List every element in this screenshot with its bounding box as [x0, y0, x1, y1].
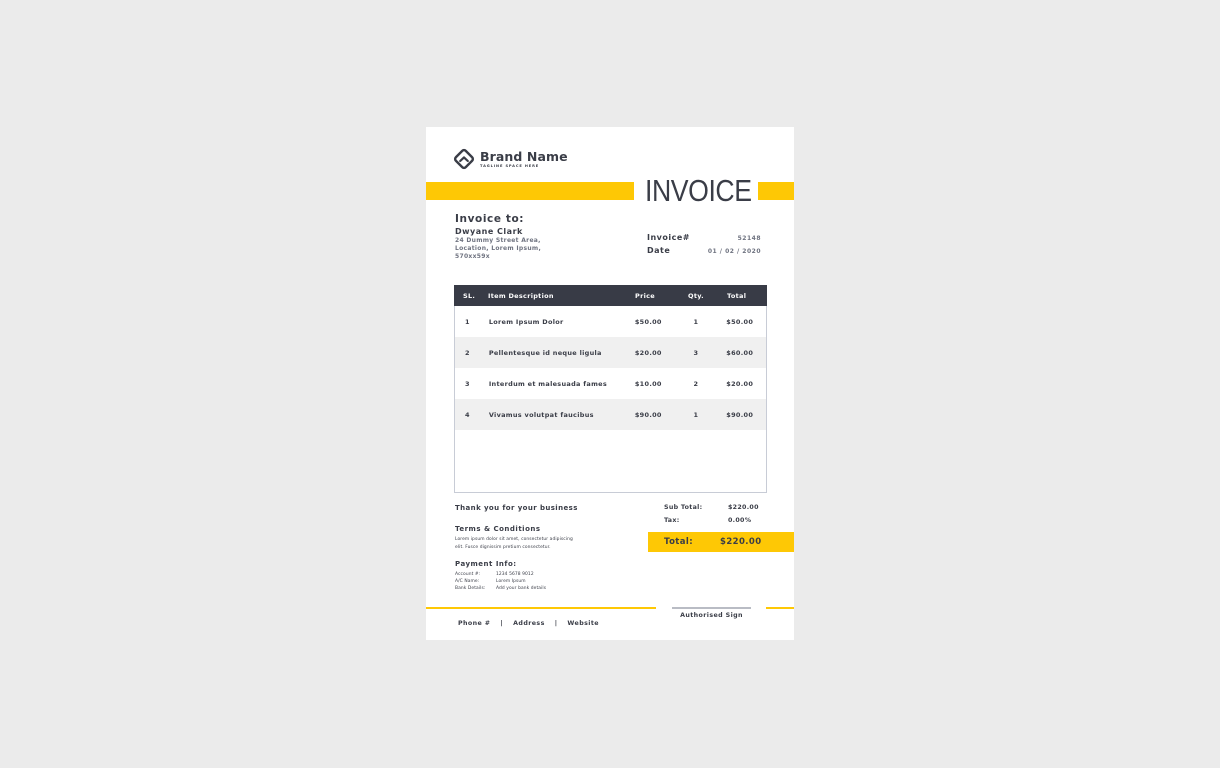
tax-label: Tax:: [664, 517, 680, 524]
payment-value: 1234 5678 9012: [496, 572, 534, 577]
col-header-price: Price: [635, 291, 655, 300]
payment-row: [455, 585, 546, 592]
cell-qty: 2: [693, 379, 699, 388]
brand: [453, 148, 568, 170]
diamond-chevron-icon: [453, 148, 475, 170]
cell-description: Vivamus volutpat faucibus: [488, 410, 594, 419]
client-name: Dwyane Clark: [455, 227, 523, 236]
table-row: [455, 399, 766, 430]
total-value: $220.00: [720, 537, 762, 547]
terms-line: Lorem ipsum dolor sit amet, consectetur adipiscing: [455, 537, 573, 542]
thank-you-note: Thank you for your business: [455, 504, 578, 512]
table-row: [455, 337, 766, 368]
col-header-total: Total: [727, 291, 747, 300]
cell-total: $20.00: [726, 379, 754, 388]
invoice-date-value: 01 / 02 / 2020: [707, 247, 761, 255]
table-header: [454, 285, 767, 306]
client-address: [455, 237, 541, 261]
bill-to-heading: Invoice to:: [455, 213, 525, 225]
payment-info: [455, 571, 546, 592]
footer-contacts: [458, 620, 599, 627]
cell-price: $10.00: [634, 379, 662, 388]
invoice-date-row: [647, 246, 761, 259]
payment-value: Lorem Ipsum: [496, 579, 526, 584]
cell-qty: 1: [693, 317, 699, 326]
footer-accent-line-left: [426, 607, 656, 609]
cell-price: $20.00: [634, 348, 662, 357]
table-row: [455, 368, 766, 399]
cell-qty: 1: [693, 410, 699, 419]
terms-text: [455, 536, 605, 551]
document-title: INVOICE: [645, 173, 752, 208]
cell-description: Pellentesque id neque ligula: [488, 348, 602, 357]
cell-sl: 3: [465, 379, 470, 388]
cell-price: $90.00: [634, 410, 662, 419]
footer-accent-line-right: [766, 607, 794, 609]
address-line: 570xx59x: [455, 253, 490, 260]
cell-description: Interdum et malesuada fames: [488, 379, 608, 388]
invoice-date-label: Date: [647, 245, 671, 255]
items-table: [454, 285, 767, 493]
cell-sl: 2: [465, 348, 470, 357]
col-header-qty: Qty.: [688, 291, 704, 300]
footer-separator: |: [554, 620, 558, 627]
subtotal-value: $220.00: [728, 504, 759, 511]
cell-sl: 1: [465, 317, 470, 326]
cell-qty: 3: [693, 348, 699, 357]
brand-tagline: TAGLINE SPACE HERE: [480, 164, 540, 168]
signature-line: [672, 607, 751, 609]
invoice-number-label: Invoice#: [647, 233, 690, 242]
tax-value: 0.00%: [728, 517, 752, 524]
subtotal-label: Sub Total:: [664, 504, 703, 511]
tax-row: [664, 514, 764, 527]
grand-total: [648, 532, 794, 552]
subtotal-row: [664, 501, 764, 514]
footer-separator: |: [500, 620, 504, 627]
payment-heading: Payment Info:: [455, 560, 517, 568]
payment-value: Add your bank details: [496, 586, 547, 591]
invoice-meta: [647, 233, 761, 258]
total-label: Total:: [664, 537, 694, 547]
col-header-sl: SL.: [463, 291, 476, 300]
address-line: Location, Lorem Ipsum,: [455, 245, 542, 252]
accent-bar-left: [426, 182, 634, 200]
footer-address: Address: [513, 620, 545, 627]
signature-label: Authorised Sign: [680, 612, 743, 619]
address-line: 24 Dummy Street Area,: [455, 237, 541, 244]
invoice-number-row: [647, 233, 761, 246]
payment-label: A/C Name:: [455, 579, 480, 584]
accent-bar-right: [758, 182, 794, 200]
invoice-number-value: 52148: [737, 235, 761, 242]
footer-website: Website: [567, 620, 599, 627]
cell-total: $60.00: [726, 348, 754, 357]
payment-label: Bank Details:: [455, 586, 486, 591]
payment-label: Account #:: [455, 572, 481, 577]
cell-sl: 4: [465, 410, 470, 419]
cell-total: $90.00: [726, 410, 754, 419]
bill-to: [455, 213, 541, 261]
invoice-page: [426, 127, 794, 640]
cell-description: Lorem Ipsum Dolor: [488, 317, 564, 326]
terms-line: elit. Fusce dignissim pretium consectetur.: [455, 544, 551, 550]
payment-row: [455, 571, 546, 578]
brand-name: Brand Name: [480, 149, 568, 164]
footer-phone: Phone #: [458, 620, 491, 627]
cell-total: $50.00: [726, 317, 754, 326]
table-row: [455, 306, 766, 337]
terms-heading: Terms & Conditions: [455, 525, 541, 533]
payment-row: [455, 578, 546, 585]
cell-price: $50.00: [634, 317, 662, 326]
subtotals: [664, 501, 764, 527]
col-header-description: Item Description: [488, 291, 554, 300]
